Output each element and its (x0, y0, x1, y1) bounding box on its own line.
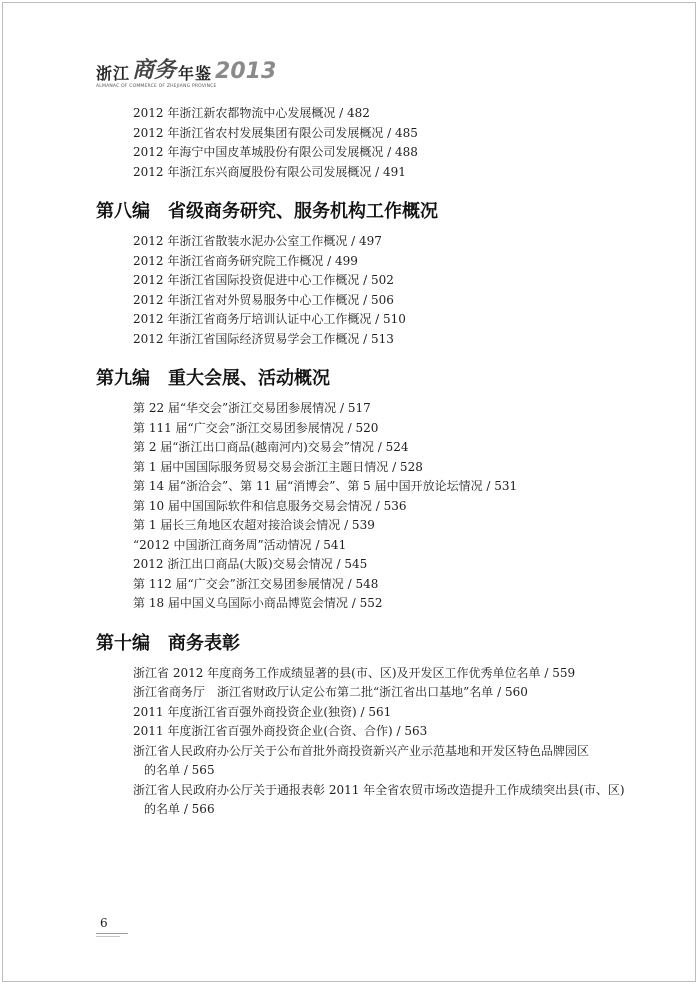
toc-entry[interactable]: 浙江省 2012 年度商务工作成绩显著的县(市、区)及开发区工作优秀单位名单 / 559 (133, 665, 576, 680)
toc-entry[interactable]: 第 1 届长三角地区农超对接洽谈会情况 / 539 (133, 518, 375, 532)
toc-entry[interactable]: 浙江省商务厅 浙江省财政厅认定公布第二批“浙江省出口基地”名单 / 560 (133, 685, 528, 699)
toc-entry-continuation[interactable]: 的名单 / 565 (144, 763, 215, 777)
logo-subtitle: ALMANAC OF COMMERCE OF ZHEJIANG PROVINCE (96, 84, 217, 89)
section-title: 第九编 重大会展、活动概况 (96, 368, 330, 389)
toc-section-continued (96, 104, 656, 182)
toc-entry[interactable]: 第 111 届“广交会”浙江交易团参展情况 / 520 (133, 420, 379, 435)
toc-entry[interactable]: 第 2 届“浙江出口商品(越南河内)交易会”情况 / 524 (133, 440, 409, 454)
toc-entry[interactable]: 2012 年浙江省商务研究院工作概况 / 499 (133, 253, 358, 268)
toc-entry[interactable]: 2012 年海宁中国皮革城股份有限公司发展概况 / 488 (133, 145, 418, 159)
toc-entry[interactable]: 第 18 届中国义乌国际小商品博览会情况 / 552 (133, 596, 383, 610)
page-number-rule-secondary (96, 936, 120, 937)
page-number-rule (96, 933, 128, 934)
toc-entry[interactable]: 2012 年浙江省国际经济贸易学会工作概况 / 513 (133, 331, 394, 346)
logo-title (96, 58, 276, 84)
almanac-header-logo (96, 58, 296, 98)
toc-entry[interactable]: 2012 年浙江省国际投资促进中心工作概况 / 502 (133, 273, 394, 287)
toc-entry[interactable]: 2011 年度浙江省百强外商投资企业(独资) / 561 (133, 704, 392, 719)
toc-entry[interactable]: 2012 年浙江省农村发展集团有限公司发展概况 / 485 (133, 125, 418, 140)
toc-entry[interactable]: 2012 年浙江新农都物流中心发展概况 / 482 (133, 106, 370, 120)
toc-entry[interactable]: 第 22 届“华交会”浙江交易团参展情况 / 517 (133, 401, 371, 415)
toc-entry[interactable]: 2012 年浙江东兴商厦股份有限公司发展概况 / 491 (133, 164, 406, 179)
toc-entry[interactable]: 浙江省人民政府办公厅关于通报表彰 2011 年全省农贸市场改造提升工作成绩突出县(市、区) (133, 782, 625, 797)
toc-entry-continuation[interactable]: 的名单 / 566 (144, 802, 215, 816)
toc-section-9 (96, 365, 656, 614)
section-title: 第八编 省级商务研究、服务机构工作概况 (96, 201, 438, 222)
toc-entry[interactable]: 第 10 届中国国际软件和信息服务交易会情况 / 536 (133, 498, 407, 513)
toc-entry[interactable]: 2012 年浙江省商务厅培训认证中心工作概况 / 510 (133, 312, 406, 326)
toc-section-10 (96, 630, 656, 820)
toc-entry[interactable]: 第 14 届“浙洽会”、第 11 届“消博会”、第 5 届中国开放论坛情况 / 531 (133, 479, 518, 493)
table-of-contents (96, 104, 656, 820)
toc-entry[interactable]: 2012 年浙江省对外贸易服务中心工作概况 / 506 (133, 292, 394, 307)
toc-entry[interactable]: 浙江省人民政府办公厅关于公布首批外商投资新兴产业示范基地和开发区特色品牌园区 (133, 743, 590, 758)
logo-year: 2013 (215, 59, 277, 84)
page-number: 6 (100, 916, 108, 930)
logo-text-commerce: 商务 (132, 57, 177, 83)
toc-entry[interactable]: 第 112 届“广交会”浙江交易团参展情况 / 548 (133, 576, 379, 591)
toc-entry[interactable]: 2012 浙江出口商品(大阪)交易会情况 / 545 (133, 557, 368, 571)
toc-entry[interactable]: 2012 年浙江省散装水泥办公室工作概况 / 497 (133, 234, 382, 248)
toc-entry[interactable]: “2012 中国浙江商务周”活动情况 / 541 (133, 537, 347, 552)
logo-text-zhejiang: 浙江 (96, 64, 131, 83)
toc-section-8 (96, 198, 656, 349)
toc-entry[interactable]: 第 1 届中国国际服务贸易交易会浙江主题日情况 / 528 (133, 459, 423, 474)
logo-text-almanac: 年鉴 (178, 64, 213, 83)
section-title: 第十编 商务表彰 (96, 632, 240, 654)
toc-entry[interactable]: 2011 年度浙江省百强外商投资企业(合资、合作) / 563 (133, 724, 428, 738)
